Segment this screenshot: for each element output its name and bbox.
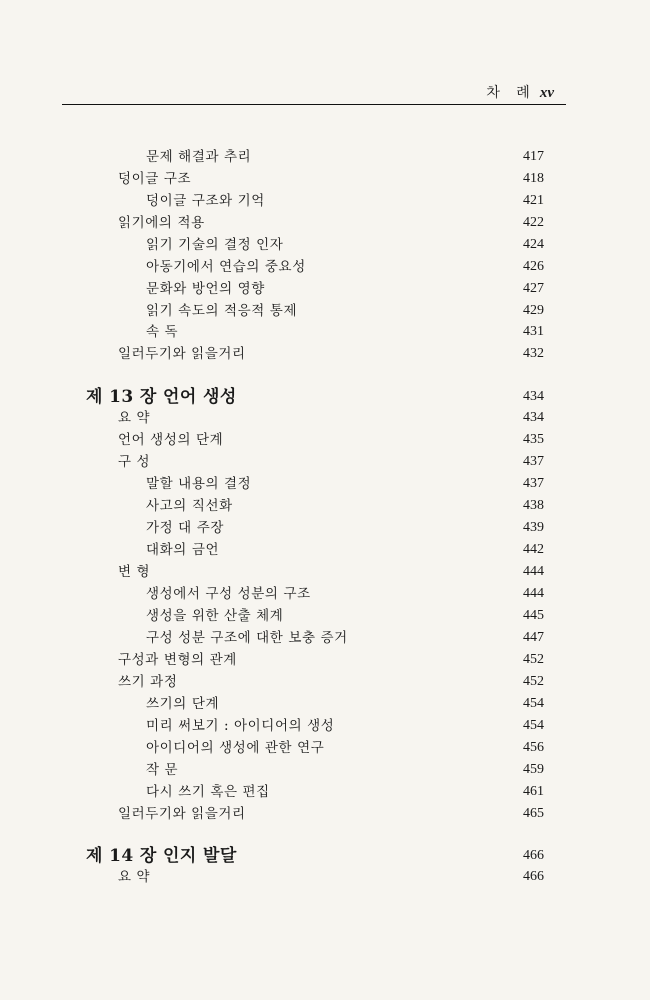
chapter-title: 제 14 장 인지 발달	[86, 846, 237, 866]
toc-entry-page: 432	[523, 346, 544, 361]
toc-entry-title: 쓰기의 단계	[146, 696, 220, 712]
toc-entry-page: 418	[523, 171, 544, 186]
toc-entry-title: 아이디어의 생성에 관한 연구	[146, 740, 325, 756]
toc-entry	[0, 781, 650, 803]
toc-entry	[0, 168, 650, 190]
toc-entry-page: 454	[523, 696, 544, 711]
page-number: xv	[539, 85, 554, 101]
toc-entry-page: 434	[523, 410, 544, 425]
toc-entry-title: 요 약	[118, 869, 151, 885]
toc-entry-title: 일러두기와 읽을거리	[118, 346, 246, 362]
toc-entry-page: 454	[523, 718, 544, 733]
toc-entry	[0, 517, 650, 539]
toc-entry	[0, 866, 650, 888]
toc-entry	[0, 495, 650, 517]
toc-entry-title: 문제 해결과 추리	[146, 149, 252, 165]
toc-entry-page: 424	[523, 237, 544, 252]
toc-entry	[0, 627, 650, 649]
toc-entry	[0, 539, 650, 561]
toc-entry-title: 읽기에의 적용	[118, 215, 205, 231]
toc-entry-title: 속 독	[146, 324, 179, 340]
toc-entry	[0, 671, 650, 693]
toc-entry	[0, 146, 650, 168]
toc-entry-page: 422	[523, 215, 544, 230]
toc-entry	[0, 278, 650, 300]
toc-entry-title: 덩이글 구조와 기억	[146, 193, 265, 209]
toc-entry-page: 452	[523, 652, 544, 667]
toc-entry	[0, 605, 650, 627]
toc-entry	[0, 407, 650, 429]
toc-entry-page: 437	[523, 476, 544, 491]
toc-entry	[0, 300, 650, 322]
toc-entry-page: 437	[523, 454, 544, 469]
toc-entry	[0, 256, 650, 278]
toc-entry-title: 언어 생성의 단계	[118, 432, 224, 448]
toc-entry	[0, 693, 650, 715]
toc-entry-title: 쓰기 과정	[118, 674, 178, 690]
toc-entry-title: 문화와 방언의 영향	[146, 281, 265, 297]
toc-entry-title: 사고의 직선화	[146, 498, 233, 514]
toc-entry	[0, 803, 650, 825]
toc-entry-title: 미리 써보기 : 아이디어의 생성	[146, 718, 335, 734]
toc-entry	[0, 321, 650, 343]
toc-entry-title: 읽기 속도의 적응적 통제	[146, 303, 298, 319]
toc-entry-page: 452	[523, 674, 544, 689]
toc-entry-page: 434	[523, 389, 544, 404]
toc-entry-page: 447	[523, 630, 544, 645]
toc-entry-page: 429	[523, 303, 544, 318]
toc-entry-page: 459	[523, 762, 544, 777]
toc-entry	[0, 737, 650, 759]
toc-entry	[0, 451, 650, 473]
toc-entry-page: 431	[523, 324, 544, 339]
toc-entry-title: 아동기에서 연습의 중요성	[146, 259, 306, 275]
toc-entry-page: 466	[523, 869, 544, 884]
toc-entry	[0, 429, 650, 451]
toc-entry	[0, 234, 650, 256]
toc-entry-title: 요 약	[118, 410, 151, 426]
toc-entry-page: 461	[523, 784, 544, 799]
toc-entry	[0, 212, 650, 234]
toc-entry-page: 442	[523, 542, 544, 557]
toc-entry-page: 465	[523, 806, 544, 821]
toc-entry	[0, 649, 650, 671]
running-head-label: 차 례	[486, 85, 536, 101]
toc-entry	[0, 561, 650, 583]
toc-entry-title: 대화의 금언	[146, 542, 220, 558]
chapter-title: 제 13 장 언어 생성	[86, 387, 237, 407]
toc-entry-page: 435	[523, 432, 544, 447]
toc-entry-page: 439	[523, 520, 544, 535]
toc-entry-title: 가정 대 주장	[146, 520, 224, 536]
toc-entry-page: 445	[523, 608, 544, 623]
toc-entry	[0, 473, 650, 495]
toc-entry	[0, 343, 650, 365]
toc-entry-title: 덩이글 구조	[118, 171, 192, 187]
toc-entry	[0, 190, 650, 212]
toc-entry	[0, 715, 650, 737]
toc-entry-title: 생성을 위한 산출 체계	[146, 608, 284, 624]
toc-entry-page: 417	[523, 149, 544, 164]
toc-entry-page: 444	[523, 564, 544, 579]
toc-entry-page: 466	[523, 848, 544, 863]
toc-entry-page: 426	[523, 259, 544, 274]
toc-entry-title: 생성에서 구성 성분의 구조	[146, 586, 311, 602]
toc-entry-title: 다시 쓰기 혹은 편집	[146, 784, 270, 800]
toc-entry-page: 438	[523, 498, 544, 513]
toc-entry-title: 구성과 변형의 관계	[118, 652, 237, 668]
toc-entry-title: 일러두기와 읽을거리	[118, 806, 246, 822]
toc-entry-title: 변 형	[118, 564, 151, 580]
toc-entry-page: 421	[523, 193, 544, 208]
toc-entry-title: 구 성	[118, 454, 151, 470]
toc-entry	[0, 583, 650, 605]
toc-entry-title: 읽기 기술의 결정 인자	[146, 237, 284, 253]
toc-entry-title: 작 문	[146, 762, 179, 778]
toc-entry-page: 444	[523, 586, 544, 601]
toc-entry-title: 말할 내용의 결정	[146, 476, 252, 492]
toc-entry-page: 427	[523, 281, 544, 296]
toc-entry	[0, 759, 650, 781]
toc-entry-title: 구성 성분 구조에 대한 보충 증거	[146, 630, 348, 646]
toc-entry-page: 456	[523, 740, 544, 755]
